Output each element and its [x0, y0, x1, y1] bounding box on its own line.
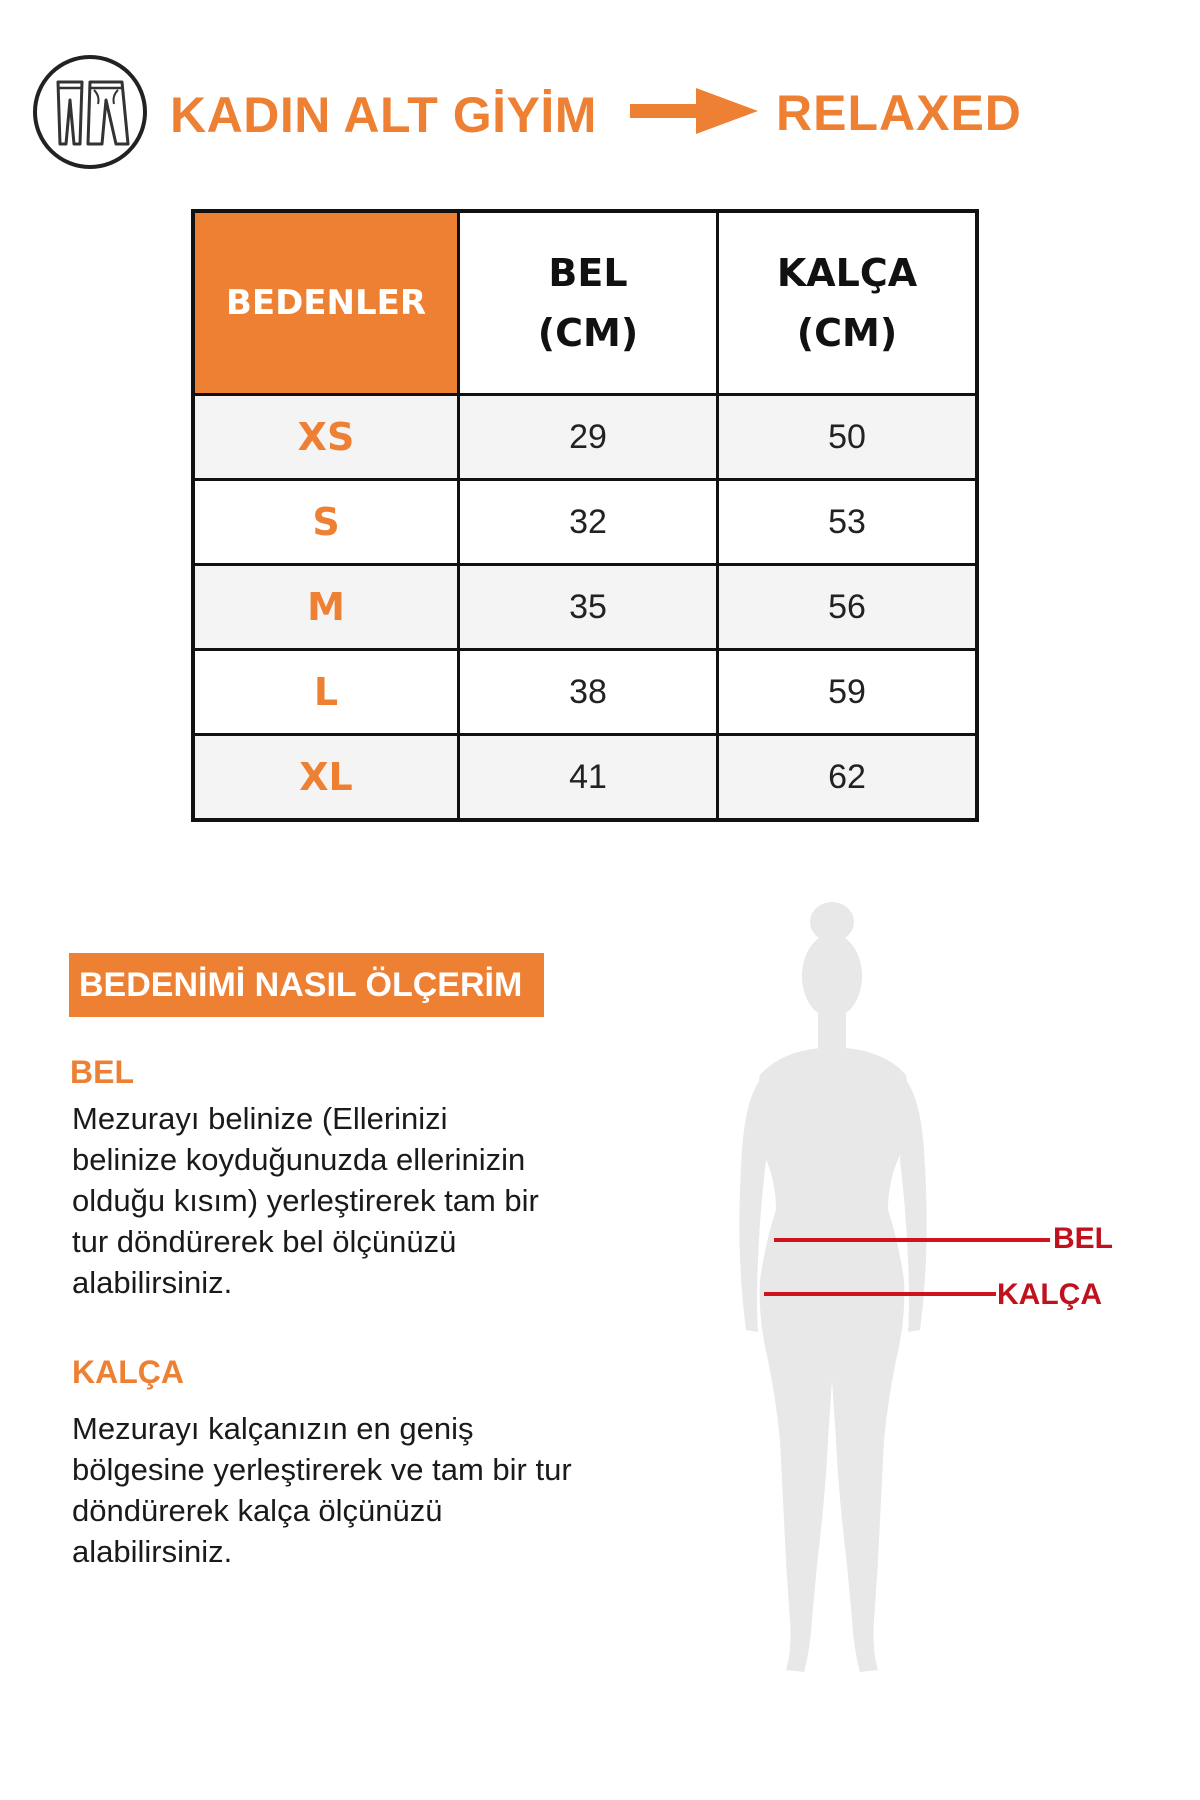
table-row	[193, 395, 977, 480]
hip-cell: 50	[718, 395, 978, 480]
table-row	[193, 650, 977, 735]
waist-cell: 41	[459, 735, 718, 821]
figure-hip-label: KALÇA	[997, 1278, 1102, 1311]
hip-cell: 59	[718, 650, 978, 735]
size-cell: M	[193, 565, 459, 650]
size-cell: XS	[193, 395, 459, 480]
table-row	[193, 480, 977, 565]
arrow-right-icon	[630, 86, 760, 136]
size-cell: XL	[193, 735, 459, 821]
size-cell: S	[193, 480, 459, 565]
table-row	[193, 565, 977, 650]
figure-waist-label: BEL	[1053, 1222, 1113, 1255]
header-sizes: BEDENLER	[193, 211, 459, 395]
pants-icon	[30, 52, 150, 172]
waist-cell: 35	[459, 565, 718, 650]
header-waist-unit: (CM)	[537, 311, 639, 355]
hip-cell: 53	[718, 480, 978, 565]
waist-cell: 29	[459, 395, 718, 480]
size-chart-table	[191, 209, 979, 822]
hip-cell: 56	[718, 565, 978, 650]
hip-section-text: Mezurayı kalçanızın en geniş bölgesine yerleştirerek ve tam bir tur döndürerek kalça ölçünüzü alabilirsiniz.	[72, 1411, 572, 1569]
waist-cell: 38	[459, 650, 718, 735]
header-waist-label: BEL	[548, 251, 628, 295]
hip-cell: 62	[718, 735, 978, 821]
header-hip	[718, 211, 978, 395]
fit-type: RELAXED	[776, 85, 1022, 141]
header-hip-unit: (CM)	[796, 311, 898, 355]
table-header-row	[193, 211, 977, 395]
how-to-measure-badge: BEDENİMİ NASIL ÖLÇERİM	[69, 953, 544, 1017]
waist-cell: 32	[459, 480, 718, 565]
header-waist	[459, 211, 718, 395]
waist-section-title: BEL	[70, 1054, 134, 1090]
header-title: KADIN ALT GİYİM	[170, 87, 597, 143]
hip-section-title: KALÇA	[72, 1354, 184, 1390]
table-row	[193, 735, 977, 821]
header-hip-label: KALÇA	[776, 251, 918, 295]
waist-section-text: Mezurayı belinize (Ellerinizi belinize koyduğunuzda ellerinizin olduğu kısım) yerleştirerek tam bir tur döndürerek bel ölçünüzü alabilirsiniz.	[72, 1101, 539, 1300]
size-cell: L	[193, 650, 459, 735]
